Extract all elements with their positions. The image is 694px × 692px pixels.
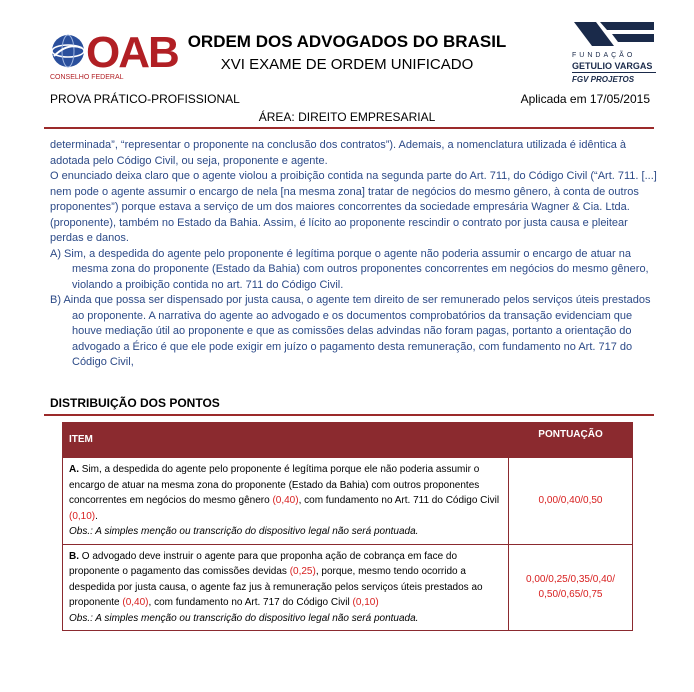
page-title: ORDEM DOS ADVOGADOS DO BRASIL: [187, 32, 507, 51]
fgv-projetos: FGV PROJETOS: [572, 75, 635, 84]
item-text: , com fundamento no Art. 711 do Código Civil: [298, 495, 500, 506]
item-score: (0,40): [122, 597, 149, 608]
fgv-getulio: GETULIO VARGAS: [572, 61, 653, 71]
exam-date: Aplicada em 17/05/2015: [520, 92, 650, 106]
item-score: (0,10): [352, 597, 379, 608]
table-row: [63, 458, 633, 545]
item-score: (0,25): [289, 566, 316, 577]
oab-subtitle: CONSELHO FEDERAL: [50, 74, 124, 81]
points-table: [62, 422, 633, 631]
page-subtitle: XVI EXAME DE ORDEM UNIFICADO: [220, 56, 474, 73]
item-label: A.: [69, 464, 79, 475]
item-score: (0,40): [272, 495, 299, 506]
table-header-row: [63, 423, 633, 458]
pontuacao-cell: [509, 544, 633, 631]
exam-area: ÁREA: DIREITO EMPRESARIAL: [258, 110, 436, 124]
pontuacao-line: 0,00/0,25/0,35/0,40/: [526, 573, 615, 585]
fgv-logo: [570, 20, 660, 90]
oab-logo-text: OAB: [86, 28, 178, 77]
option-a: A) Sim, a despedida do agente pelo proponente é legítima porque o agente não poderia assumir o encargo de atuar na mesma zona do proponente (Estado da Bahia) com outros proponentes concorrentes em negócios do mesmo gênero, violando a proibição contida no art. 711 do Código Civil.: [50, 247, 649, 291]
column-header-pontuacao: PONTUAÇÃO: [509, 423, 633, 458]
section-divider: [44, 414, 654, 416]
paragraph: O enunciado deixa claro que o agente violou a proibição contida na segunda parte do Art. 711, do Código Civil (“Art. 711. [...] nem pode o agente assumir o encargo de nela [na mesma zona] tratar de negócios do mesmo gênero, à conta de outros proponentes”) porque estava a serviço de um dos maiores concorrentes da sociedade empresária Wagner & Cia. Ltda. (proponente), também no Estado da Bahia. Assim, é lícito ao proponente rescindir o contrato por justa causa e pleitear perdas e danos.: [50, 170, 657, 244]
item-obs: Obs.: A simples menção ou transcrição do dispositivo legal não será pontuada.: [69, 612, 419, 624]
pontuacao-line: 0,50/0,65/0,75: [538, 589, 603, 601]
item-cell: [63, 544, 509, 631]
paragraph: determinada”, “representar o proponente na conclusão dos contratos”). Ademais, a nomenclatura utilizada é idêntica à adotada pelo Código Civil, ou seja, proponente e agente.: [50, 139, 627, 167]
item-cell: [63, 458, 509, 545]
fgv-fundacao: FUNDAÇÃO: [572, 52, 636, 59]
option-b: B) Ainda que possa ser dispensado por justa causa, o agente tem direito de ser remunerado pelos serviços úteis prestados ao proponente. A narrativa do agente ao advogado e os documentos comprobatórios da transação evidenciam que houve mediação útil ao proponente e que as comissões delas advindas não foram pagas, portanto a orientação do advogado a Érico é que ele pode exigir em juízo o pagamento desta remuneração, com fundamento no Art. 717 do Código Civil,: [50, 294, 651, 368]
item-text: , porque, mesmo tendo ocorrido a despedida por justa causa, o agente faz jus à remuneração pelos serviços úteis prestados ao proponente: [69, 566, 483, 608]
column-header-item: ITEM: [63, 423, 509, 458]
item-text: O advogado deve instruir o agente para que proponha ação de cobrança em face do proponente o pagamento das comissões devidas: [69, 550, 458, 577]
fgv-emblem-icon: [574, 20, 654, 50]
item-score: (0,10): [69, 510, 96, 522]
section-heading: DISTRIBUIÇÃO DOS PONTOS: [50, 396, 220, 410]
exam-type: PROVA PRÁTICO-PROFISSIONAL: [50, 92, 240, 106]
table-row: [63, 544, 633, 631]
item-text: , com fundamento no Art. 717 do Código Civil: [148, 597, 353, 608]
item-text: Sim, a despedida do agente pelo proponente é legítima porque ele não poderia assumir o encargo de atuar na mesma zona do proponente (Estado da Bahia) com outros proponentes concorrentes em negócios do mesmo gênero: [69, 464, 480, 506]
item-text: .: [95, 510, 98, 522]
item-obs: Obs.: A simples menção ou transcrição do dispositivo legal não será pontuada.: [69, 526, 419, 537]
header-divider: [44, 127, 654, 129]
fgv-divider: [572, 72, 656, 73]
pontuacao-cell: 0,00/0,40/0,50: [509, 458, 633, 545]
item-label: B.: [69, 550, 79, 562]
answer-body: [50, 138, 660, 371]
